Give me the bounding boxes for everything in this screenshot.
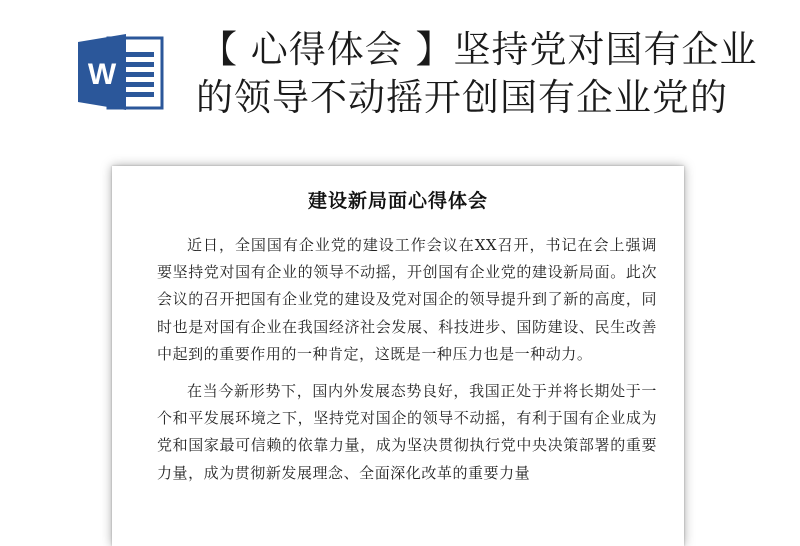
document-body <box>157 232 657 497</box>
svg-text:W: W <box>87 58 117 91</box>
banner-title-line-1: 【 心得体会 】坚持党对国有企业 <box>200 28 758 71</box>
paragraph-1: 近日，全国国有企业党的建设工作会议在XX召开，书记在会上强调要坚持党对国有企业的领导不动摇，开创国有企业党的建设新局面。此次会议的召开把国有企业党的建设及党对国企的领导提升到了新的高度，同时也是对国有企业在我国经济社会发展、科技进步、国防建设、民生改善中起到的重要作用的一种肯定，这既是一种压力也是一种动力。 <box>157 236 657 363</box>
document-title: 建设新局面心得体会 <box>307 190 488 212</box>
word-document-icon <box>74 30 166 114</box>
paragraph-2: 在当今新形势下，国内外发展态势良好，我国正处于并将长期处于一个和平发展环境之下，坚持党对国企的领导不动摇，有利于国有企业成为党和国家最可信赖的依靠力量，成为坚决贯彻执行党中央决策部署的重要力量，成为贯彻新发展理念、全面深化改革的重要力量 <box>157 382 657 482</box>
banner-title-line-2: 的领导不动摇开创国有企业党的 <box>196 76 728 119</box>
header-banner <box>0 0 800 140</box>
document-page <box>112 166 684 546</box>
